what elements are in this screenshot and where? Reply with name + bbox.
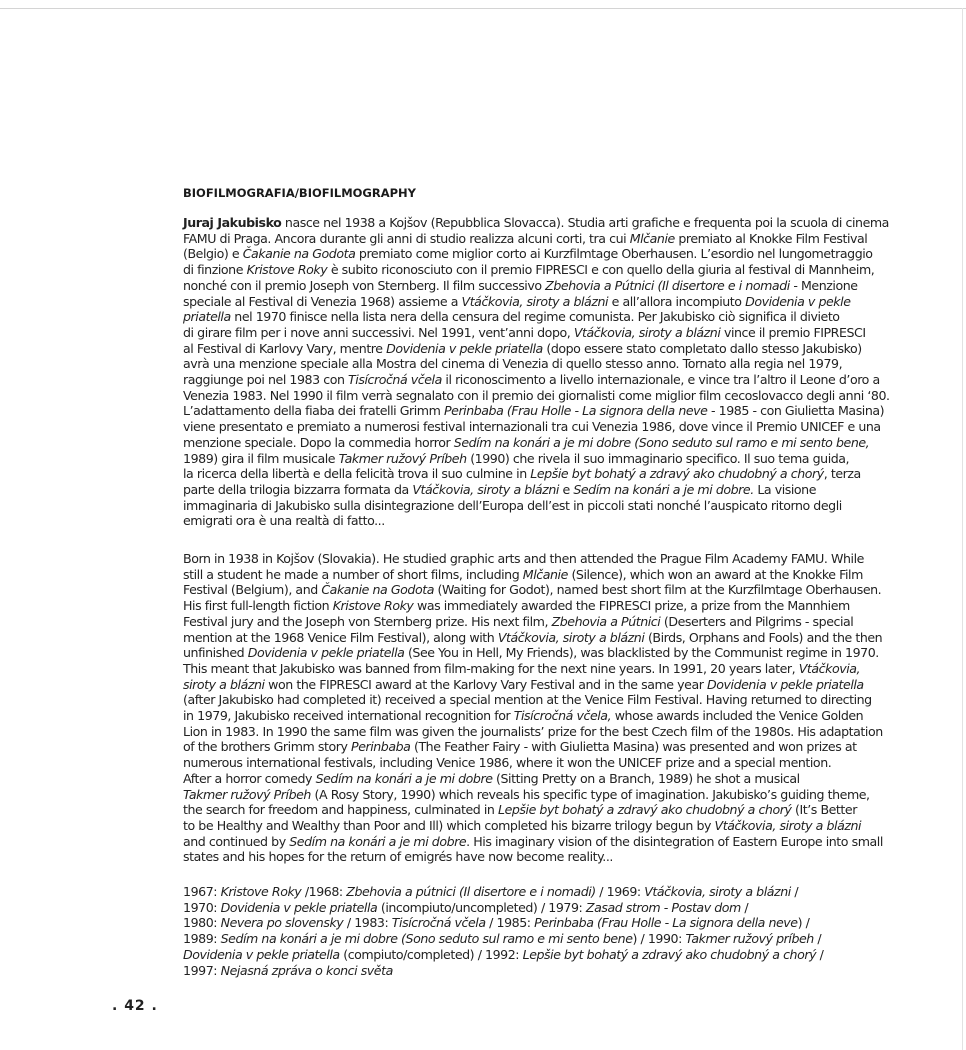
text-line — [183, 630, 898, 646]
text-run: /1968: — [301, 884, 347, 899]
text-line — [183, 963, 898, 979]
text-run: Born in 1938 in Kojšov (Slovakia). He studied graphic arts and then attended the Prague Film Academy FAMU. While — [183, 551, 864, 566]
text-line — [183, 849, 898, 865]
text-line — [183, 419, 898, 435]
text-line — [183, 513, 898, 529]
text-line — [183, 551, 898, 567]
italic-title: Takmer ružový Príbeh — [183, 786, 311, 802]
text-run: was immediately awarded the FIPRESCI prize, a prize from the Mannhiem — [413, 598, 850, 614]
text-run: - Menzione — [789, 277, 858, 293]
text-run: (Sitting Pretty on a Branch, 1989) he shot a musical — [492, 770, 800, 786]
text-run: / — [813, 931, 822, 947]
italic-title: Sedím na konári a je mi dobre (Sono seduto sul ramo e mi sento bene, — [453, 434, 870, 450]
text-run: è subito riconosciuto con il premio FIPRESCI e con quello della giuria al festival di Mannheim, — [327, 262, 875, 278]
text-line — [183, 947, 898, 963]
text-line — [183, 771, 898, 787]
text-run: whose awards included the Venice Golden — [611, 708, 864, 724]
italic-title: Zbehovia a Pútnici (Il disertore e i nomadi — [545, 277, 790, 293]
text-line — [183, 466, 898, 482]
text-run: e — [558, 481, 574, 497]
text-run: (Birds, Orphans and Fools) and the then — [644, 629, 883, 645]
page-number: . 42 . — [112, 998, 158, 1014]
text-run: / — [816, 946, 824, 962]
text-run: and continued by — [183, 833, 290, 849]
text-run: won the FIPRESCI award at the Karlovy Vary Festival and in the same year — [264, 676, 708, 692]
text-line — [183, 309, 898, 325]
text-run: al Festival di Karlovy Vary, mentre — [183, 340, 387, 356]
italic-title: Dovidenia v pekle — [745, 293, 851, 309]
italic-title: Kristove Roky — [246, 262, 328, 278]
italic-title: Perinbaba (Frau Holle - La signora della neve — [534, 915, 798, 931]
text-line — [183, 692, 898, 708]
text-line — [183, 915, 898, 931]
text-line — [183, 787, 898, 803]
italic-title: Čakanie na Godota — [321, 582, 434, 598]
italic-title: Sedím na konári a je mi dobre — [315, 770, 493, 786]
text-run: L’adattamento della fiaba dei fratelli Grimm — [183, 403, 444, 419]
text-run: . His imaginary vision of the disintegration of Eastern Europe into small — [466, 833, 883, 849]
text-run: the search for freedom and happiness, culminated in — [183, 802, 499, 818]
text-line — [183, 246, 898, 262]
text-run: (See You in Hell, My Friends), was blacklisted by the Communist regime in 1970. — [404, 645, 879, 661]
text-line — [183, 677, 898, 693]
text-run: in 1979, Jakubisko received international recognition for — [183, 708, 514, 724]
italic-title: Kristove Roky — [220, 884, 302, 899]
text-run: La visione — [753, 481, 817, 497]
text-run: (dopo essere stato completato dallo stesso Jakubisko) — [542, 340, 862, 356]
text-run: His first full-length fiction — [183, 598, 333, 614]
italic-title: Sedím na konári a je mi dobre. — [573, 481, 754, 497]
text-line — [183, 341, 898, 357]
italic-title: Dovidenia v pekle priatella — [707, 676, 864, 692]
italic-title: Zbehovia a Pútnici — [551, 613, 661, 629]
text-run: / 1969: — [595, 884, 645, 899]
text-line — [183, 278, 898, 294]
italic-title: Takmer ružový Príbeh — [338, 450, 467, 466]
text-line — [183, 755, 898, 771]
text-run: menzione speciale. Dopo la commedia horror — [183, 434, 454, 450]
text-run: / — [740, 899, 749, 915]
text-run: 1997: — [183, 962, 221, 978]
top-rule — [0, 8, 966, 9]
text-run: 1980: — [183, 915, 221, 931]
text-run: nonché con il premio Joseph von Sternberg. Il film successivo — [183, 277, 546, 293]
italic-title: Vtáčkovia, siroty a blázni — [497, 629, 645, 645]
text-run: (1990) che rivela il suo immaginario specifico. Il suo tema guida, — [466, 450, 850, 466]
italic-title: Tisícročná včela — [391, 915, 486, 931]
italic-title: Takmer ružový príbeh — [685, 931, 814, 947]
text-run: 1989: — [183, 931, 221, 947]
text-line — [183, 435, 898, 451]
italic-title: Vtáčkovia, siroty a blázni — [412, 481, 559, 497]
text-line — [183, 325, 898, 341]
text-run: viene presentato e premiato a numerosi festival internazionali tra cui Venezia 1986, dove vince il Premio UNICEF e una — [183, 419, 881, 435]
text-run: mention at the 1968 Venice Film Festival), along with — [183, 629, 498, 645]
text-run: (incompiuto/uncompleted) / 1979: — [377, 899, 586, 915]
text-run: unfinished — [183, 645, 248, 661]
text-run: / 1985: — [485, 915, 535, 931]
italic-title: siroty a blázni — [183, 676, 265, 692]
text-run: Lion in 1983. In 1990 the same film was given the journalists’ prize for the best Czech film of the 1980s. His adaptation — [183, 723, 883, 739]
text-run: This meant that Jakubisko was banned from film-making for the next nine years. In 1991, 20 years later, — [183, 660, 799, 676]
text-run: raggiunge poi nel 1983 con — [183, 372, 349, 388]
text-line — [183, 482, 898, 498]
italic-title: Tisícročná včela — [348, 372, 442, 388]
italic-title: Tisícročná včela, — [513, 708, 612, 724]
italic-title: priatella — [183, 309, 231, 325]
text-line — [183, 388, 898, 404]
text-run: vince il premio FIPRESCI — [720, 324, 866, 340]
text-line — [183, 739, 898, 755]
italian-biography-paragraph — [183, 215, 898, 529]
italic-title: Vtáčkovia, siroty a blázni — [573, 324, 721, 340]
italic-title: Perinbaba (Frau Holle - La signora della neve — [444, 403, 708, 419]
italic-title: Lepšie byt bohatý a zdravý ako chudobný a chorý — [530, 466, 824, 482]
bold-text: Juraj Jakubisko — [183, 215, 282, 230]
text-run: , terza — [823, 466, 861, 482]
italic-title: Mlčanie — [629, 230, 675, 246]
text-run: 1970: — [183, 899, 221, 915]
text-run: (A Rosy Story, 1990) which reveals his specific type of imagination. Jakubisko’s guiding theme, — [310, 786, 870, 802]
text-run: states and his hopes for the return of emigrés have now become reality... — [183, 849, 613, 865]
text-run: (Belgio) e — [183, 246, 243, 262]
italic-title: Kristove Roky — [332, 598, 414, 614]
text-run: still a student he made a number of short films, including — [183, 566, 523, 582]
text-run: e all’allora incompiuto — [608, 293, 746, 309]
text-line — [183, 884, 898, 900]
text-run: speciale al Festival di Venezia 1968) assieme a — [183, 293, 462, 309]
text-run: (compiuto/completed) / 1992: — [339, 946, 523, 962]
text-run: immaginaria di Jakubisko sulla disintegrazione dell’Europa dell’est in piccoli stati nonché l’auspicato ritorno degli — [183, 497, 842, 513]
text-run: di finzione — [183, 262, 247, 278]
italic-title: Lepšie byt bohatý a zdravý ako chudobný a chorý — [522, 946, 817, 962]
italic-title: Sedím na konári a je mi dobre — [289, 833, 467, 849]
text-run: to be Healthy and Wealthy than Poor and Ill) which completed his bizarre trilogy begun by — [183, 817, 715, 833]
text-line — [183, 818, 898, 834]
text-run: of the brothers Grimm story — [183, 739, 352, 755]
text-run: (Deserters and Pilgrims - special — [660, 613, 854, 629]
text-line — [183, 931, 898, 947]
text-run: ) / 1990: — [632, 931, 686, 947]
italic-title: Sedím na konári a je mi dobre (Sono seduto sul ramo e mi sento bene — [220, 931, 633, 947]
italic-title: Zbehovia a pútnici (Il disertore e i nomadi) — [346, 884, 596, 899]
italic-title: Lepšie byt bohatý a zdravý ako chudobný a chorý — [498, 802, 792, 818]
text-line — [183, 708, 898, 724]
italic-title: Dovidenia v pekle priatella — [386, 340, 543, 356]
text-line — [183, 498, 898, 514]
text-line — [183, 802, 898, 818]
text-run: (The Feather Fairy - with Giulietta Masina) was presented and won prizes at — [410, 739, 857, 755]
text-line — [183, 294, 898, 310]
text-line — [183, 834, 898, 850]
text-run: / — [790, 884, 799, 899]
text-run: - 1985 - con Giulietta Masina) — [707, 403, 885, 419]
text-line — [183, 262, 898, 278]
english-biography-paragraph — [183, 551, 898, 865]
italic-title: Vtáčkovia, — [798, 660, 861, 676]
text-run: nasce nel 1938 a Kojšov (Repubblica Slovacca). Studia arti grafiche e frequenta poi la scuola di cinema — [281, 215, 889, 230]
italic-title: Mlčanie — [522, 566, 568, 582]
text-run: ) / — [797, 915, 810, 931]
italic-title: Dovidenia v pekle priatella — [247, 645, 405, 661]
text-run: Festival (Belgium), and — [183, 582, 322, 598]
italic-title: Vtáčkovia, siroty a blázni — [714, 817, 862, 833]
italic-title: Vtáčkovia, siroty a blázni — [461, 293, 609, 309]
italic-title: Čakanie na Godota — [242, 246, 356, 262]
text-run: nel 1970 finisce nella lista nera della censura del regime comunista. Per Jakubisko ciò significa il divieto — [230, 309, 840, 325]
text-run: premiato al Knokke Film Festival — [674, 230, 868, 246]
text-line — [183, 403, 898, 419]
italic-title: Zasad strom - Postav dom — [585, 899, 741, 915]
text-line — [183, 372, 898, 388]
italic-title: Perinbaba — [351, 739, 411, 755]
italic-title: Nejasná zpráva o konci světa — [220, 962, 393, 978]
text-run: 1967: — [183, 884, 221, 899]
text-line — [183, 231, 898, 247]
text-run: 1989) gira il film musicale — [183, 450, 339, 466]
text-run: parte della trilogia bizzarra formata da — [183, 481, 413, 497]
text-run: (It’s Better — [791, 802, 857, 818]
text-line — [183, 614, 898, 630]
text-line — [183, 598, 898, 614]
italic-title: Nevera po slovensky — [220, 915, 344, 931]
text-line — [183, 567, 898, 583]
text-run: di girare film per i nove anni successivi. Nel 1991, vent’anni dopo, — [183, 324, 574, 340]
text-line — [183, 900, 898, 916]
text-line — [183, 451, 898, 467]
text-run: After a horror comedy — [183, 770, 316, 786]
text-run: la ricerca della libertà e della felicità trova il suo culmine in — [183, 466, 531, 482]
text-run: emigrati ora è una realtà di fatto... — [183, 513, 385, 529]
text-line — [183, 661, 898, 677]
text-run: avrà una menzione speciale alla Mostra del cinema di Venezia di quello stesso anno. Tornato alla regia nel 1979, — [183, 356, 843, 372]
text-run: Festival jury and the Joseph von Sternberg prize. His next film, — [183, 613, 552, 629]
text-run: numerous international festivals, including Venice 1986, where it won the UNICEF prize and a special mention. — [183, 755, 832, 771]
text-line — [183, 724, 898, 740]
text-run: / 1983: — [343, 915, 392, 931]
text-line — [183, 215, 898, 231]
filmography-list — [183, 884, 898, 978]
italic-title: Vtáčkovia, siroty a blázni — [644, 884, 791, 899]
text-run: premiato come miglior corto ai Kurzfilmtage Oberhausen. L’esordio nel lungometraggio — [355, 246, 873, 262]
text-run: (Silence), which won an award at the Knokke Film — [567, 566, 863, 582]
right-page-edge — [962, 8, 963, 1050]
text-run: (Waiting for Godot), named best short film at the Kurzfilmtage Oberhausen. — [433, 582, 882, 598]
text-run: (after Jakubisko had completed it) received a special mention at the Venice Film Festival. Having returned to directing — [183, 692, 872, 708]
italic-title: Dovidenia v pekle priatella — [183, 946, 340, 962]
text-run: il riconoscimento a livello internazionale, e vince tra l’altro il Leone d’oro a — [441, 372, 880, 388]
text-run: Venezia 1983. Nel 1990 il film verrà segnalato con il premio dei giornalisti come miglior film cecoslovacco degli anni ‘80. — [183, 387, 890, 403]
text-line — [183, 645, 898, 661]
text-line — [183, 582, 898, 598]
italic-title: Dovidenia v pekle priatella — [220, 899, 378, 915]
text-line — [183, 356, 898, 372]
section-heading: BIOFILMOGRAFIA/BIOFILMOGRAPHY — [183, 186, 417, 200]
text-run: FAMU di Praga. Ancora durante gli anni di studio realizza alcuni corti, tra cui — [183, 230, 630, 246]
